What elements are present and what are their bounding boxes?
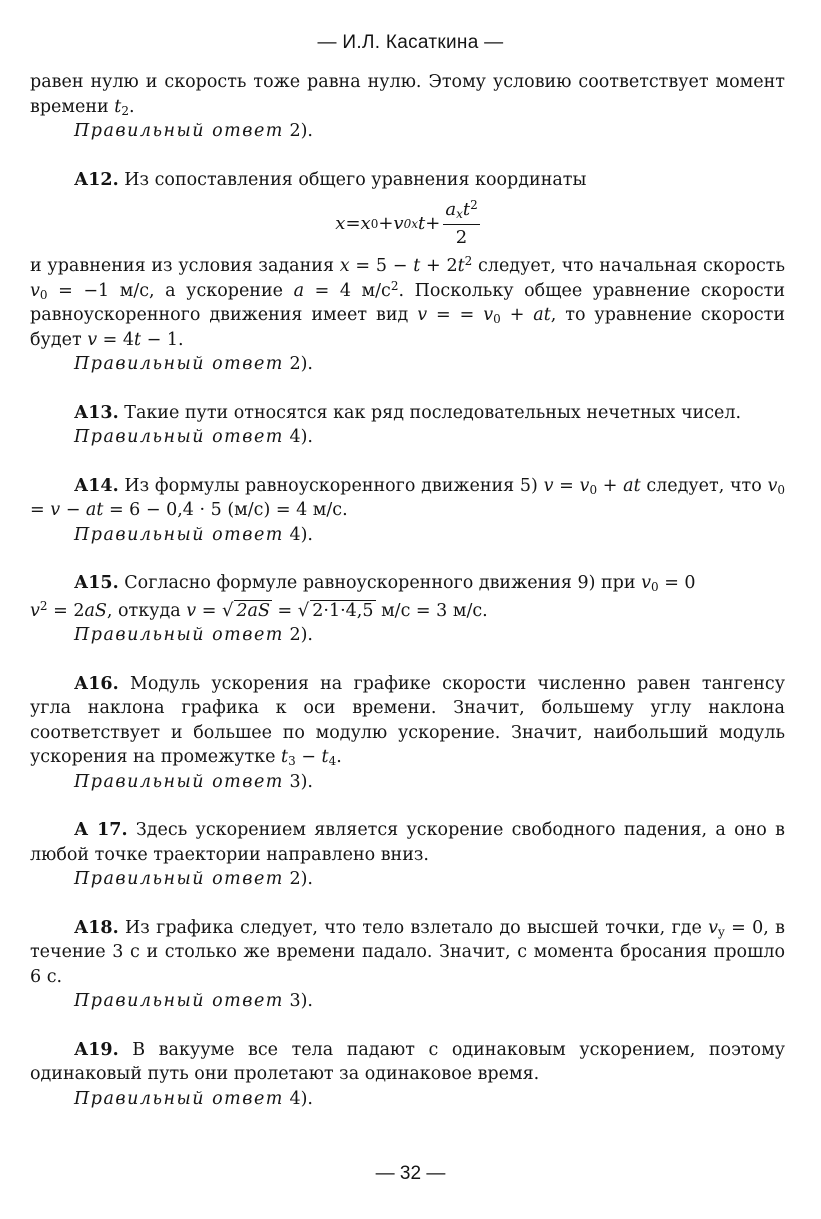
page-body — [30, 70, 785, 1135]
a16-paragraph: А16. Модуль ускорения на графике скорости численно равен тангенсу угла наклона графика к оси времени. Значит, большему углу наклона соответствует и большее по модулю ускорение. Значит, наибольший модуль ускорения на промежутке $t_3 - t_4$. — [30, 673, 785, 768]
a18-answer: Правильный ответ 3). — [74, 991, 313, 1011]
a12-paragraph: А12. Из сопоставления общего уравнения координаты — [74, 169, 587, 190]
running-header: — И.Л. Касаткина — — [317, 32, 504, 53]
a17-answer: Правильный ответ 2). — [74, 869, 313, 889]
a12-label: А12. — [74, 169, 119, 190]
page-number: — 32 — — [375, 1163, 446, 1184]
a18-label: А18. — [74, 917, 119, 938]
a15-formula-line: $v^2 = 2aS$, откуда v = √ 2aS = √ 2·1·4,5 м/с = 3 м/с. — [30, 598, 488, 621]
a19-label: А19. — [74, 1039, 119, 1060]
a17-paragraph: А 17. Здесь ускорением является ускорение свободного падения, а оно в любой точке траектории направлено вниз. — [30, 820, 786, 865]
a15-paragraph: А15. Согласно формуле равноускоренного движения 9) при $v_0 = 0$ — [74, 573, 696, 594]
a14-label: А14. — [74, 475, 119, 496]
a13-paragraph: А13. Такие пути относятся как ряд последовательных нечетных чисел. — [74, 402, 742, 423]
a15-label: А15. — [74, 573, 119, 593]
a12-paragraph-2: и уравнения из условия задания $x = 5 - t + 2t^2$ следует, что начальная скорость $v_0 = -1$ м/с, а ускорение a = 4 $м/с^2$. Поскольку общее уравнение скорости равноускоренного движения имеет вид v = = $v_0$ + at, то уравнение скорости будет v = 4t − 1. — [30, 254, 785, 350]
sqrt-numeric: 2·1·4,5 — [312, 600, 374, 621]
a12-formula: x = x 0 + v 0x t + $\frac{a_xt^2}{2}$ — [30, 196, 785, 252]
a13-answer: Правильный ответ 4). — [74, 427, 313, 447]
a19-answer: Правильный ответ 4). — [74, 1088, 313, 1109]
a15-answer: Правильный ответ 2). — [74, 625, 313, 645]
sqrt-sign: √ — [221, 599, 234, 621]
a16-answer: Правильный ответ 3). — [74, 771, 313, 792]
a13-label: А13. — [74, 402, 119, 423]
intro-paragraph: равен нулю и скорость тоже равна нулю. Этому условию соответствует момент времени $t_2$. — [30, 72, 785, 118]
a12-answer: Правильный ответ 2). — [74, 354, 313, 374]
sqrt-sign-2: √ — [297, 599, 310, 621]
formula-fraction: $\frac{a_xt^2}{2}$ — [445, 198, 478, 248]
intro-answer: Правильный ответ 2). — [74, 121, 313, 141]
a18-paragraph: А18. Из графика следует, что тело взлетало до высшей точки, где $v_y = 0$, в течение 3 с и столько же времени падало. Значит, с момента бросания прошло 6 с. — [30, 917, 786, 987]
a16-label: А16. — [74, 673, 119, 694]
a14-answer: Правильный ответ 4). — [74, 524, 313, 545]
a17-label: А 17. — [74, 820, 128, 840]
sqrt-2aS: 2aS — [236, 600, 270, 621]
a19-paragraph: А19. В вакууме все тела падают с одинаковым ускорением, поэтому одинаковый путь они пролетают за одинаковое время. — [30, 1039, 785, 1084]
a14-paragraph: А14. Из формулы равноускоренного движения 5) $v = v_0$ + at следует, что $v_0 = v$ − at = 6 − 0,4 · 5 (м/с) = 4 м/с. — [30, 475, 785, 520]
